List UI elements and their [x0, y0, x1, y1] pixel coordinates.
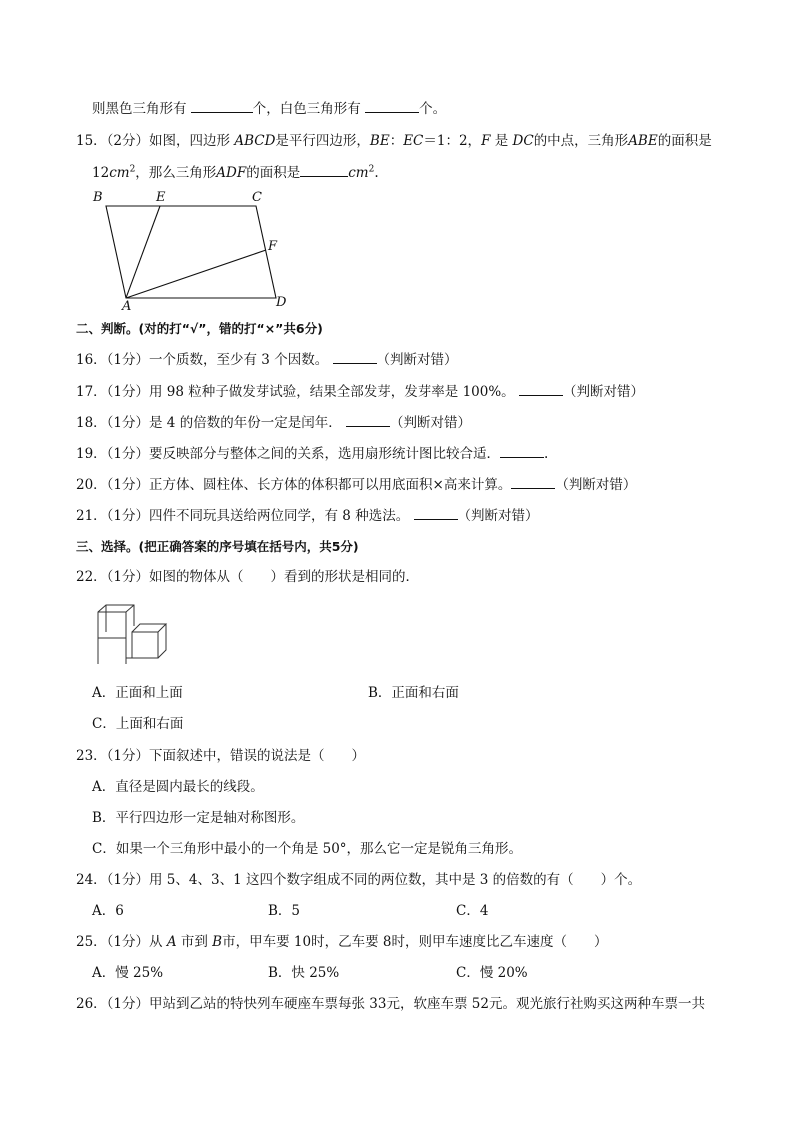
cube-back-top-diag — [126, 605, 134, 612]
answer-blank[interactable] — [191, 98, 253, 113]
q23-option-c[interactable]: C．如果一个三角形中最小的一个角是 50°，那么它一定是锐角三角形。 — [92, 841, 523, 857]
q24-option-c[interactable]: C．4 — [456, 903, 489, 919]
point-label-b: B — [93, 190, 103, 205]
section-3-title: 三、选择。(把正确答案的序号填在括号内，共5分) — [76, 539, 359, 554]
q21: 21．（1分）四件不同玩具送给两位同学，有 8 种选法。 （判断对错） — [76, 505, 539, 526]
q15-text: 15．（2分）如图，四边形 ABCD是平行四边形，BE：EC＝1：2，F 是 DC的中点，三角形ABE的面积是 — [76, 133, 712, 149]
answer-blank[interactable] — [300, 162, 348, 177]
q26: 26．（1分）甲站到乙站的特快列车硬座车票每张 33元，软座车票 52元。观光旅行社购买这两种车票一共 — [76, 996, 705, 1012]
point-label-d: D — [276, 295, 287, 310]
q23-option-a[interactable]: A．直径是圆内最长的线段。 — [92, 779, 264, 795]
q23-option-b[interactable]: B．平行四边形一定是轴对称图形。 — [92, 810, 305, 826]
point-label-f: F — [268, 239, 278, 254]
q19: 19．（1分）要反映部分与整体之间的关系，选用扇形统计图比较合适． . — [76, 443, 548, 464]
q20: 20．（1分）正方体、圆柱体、长方体的体积都可以用底面积×高来计算。 （判断对错） — [76, 474, 636, 495]
answer-blank[interactable] — [346, 412, 390, 427]
point-label-c: C — [252, 190, 262, 205]
cube-back-outline — [98, 605, 134, 664]
q24-option-a[interactable]: A．6 — [92, 903, 124, 919]
q22-option-b[interactable]: B．正面和右面 — [368, 685, 459, 701]
q14-continuation: 则黑色三角形有 个，白色三角形有 个。 — [92, 98, 446, 119]
answer-blank[interactable] — [414, 505, 458, 520]
segment-ae — [126, 206, 160, 298]
q24-option-b[interactable]: B．5 — [268, 903, 301, 919]
q22: 22．（1分）如图的物体从（ ）看到的形状是相同的． — [76, 569, 420, 585]
section-2-title: 二、判断。(对的打“√”，错的打“×”共6分) — [76, 321, 323, 336]
q25: 25．（1分）从 A 市到 B市，甲车要 10时，乙车要 8时，则甲车速度比乙车速度（ ） — [76, 934, 608, 950]
q25-option-c[interactable]: C．慢 20% — [456, 965, 528, 981]
q22-option-a[interactable]: A．正面和上面 — [92, 685, 183, 701]
answer-blank[interactable] — [333, 349, 377, 364]
cube-front-top — [132, 624, 166, 632]
answer-blank[interactable] — [511, 474, 555, 489]
q18: 18．（1分）是 4 的倍数的年份一定是闰年． （判断对错） — [76, 412, 471, 433]
q16: 16．（1分）一个质数，至少有 3 个因数。 （判断对错） — [76, 349, 458, 370]
point-label-e: E — [156, 190, 166, 205]
q23: 23．（1分）下面叙述中，错误的说法是（ ） — [76, 748, 366, 764]
answer-blank[interactable] — [519, 381, 563, 396]
point-label-a: A — [122, 299, 132, 310]
q22-option-c[interactable]: C．上面和右面 — [92, 716, 184, 732]
q25-option-a[interactable]: A．慢 25% — [92, 965, 164, 981]
cube-front-face — [132, 632, 158, 658]
segment-af — [126, 250, 266, 298]
cubes-figure — [94, 602, 172, 668]
answer-blank[interactable] — [365, 98, 419, 113]
q17: 17．（1分）用 98 粒种子做发芽试验，结果全部发芽，发芽率是 100%。 （判断对错） — [76, 381, 644, 402]
q24: 24．（1分）用 5、4、3、1 这四个数字组成不同的两位数，其中是 3 的倍数的有（ ）个。 — [76, 872, 642, 888]
answer-blank[interactable] — [500, 443, 544, 458]
cube-front-side — [158, 624, 166, 658]
q25-option-b[interactable]: B．快 25% — [268, 965, 340, 981]
q15-text-line2: $12cm^2$，那么三角形ADF的面积是 $cm^2$. — [92, 162, 379, 183]
parallelogram-figure — [88, 186, 298, 310]
